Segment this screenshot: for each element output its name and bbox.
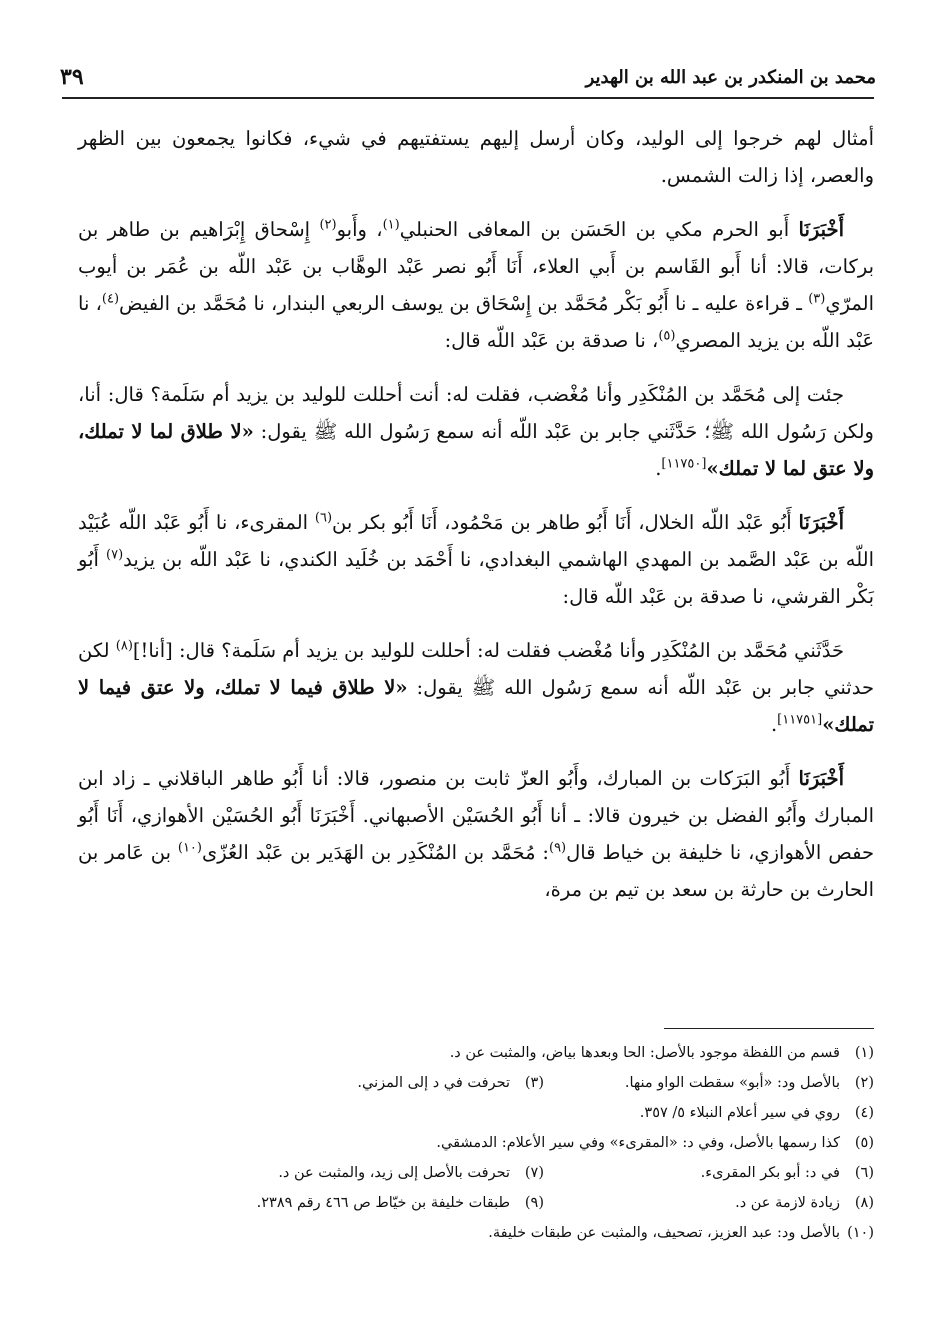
footnote-row xyxy=(78,1038,874,1068)
paragraph-4 xyxy=(78,504,874,615)
footnote-text: زيادة لازمة عن د. xyxy=(735,1195,840,1211)
footnote-row xyxy=(78,1098,874,1128)
footnote-text: تحرفت في د إلى المزني. xyxy=(357,1075,510,1091)
footnote-row xyxy=(78,1188,874,1218)
matn-text: جئت إلى مُحَمَّد بن المُنْكَدِر وأنا مُغْضب، فقلت له: أنت أحللت للوليد بن يزيد أم سَلَمة؟ قال: أنا، ولكن رَسُول الله ﷺ؛ حَدَّثَني جابر بن عَبْد اللّه أنه سمع رَسُول الله ﷺ يقول: xyxy=(78,383,874,443)
footnote-ref: (٣) xyxy=(808,291,826,307)
hadith-number: [١١٧٥٠] xyxy=(661,456,707,472)
footnote-3 xyxy=(357,1068,544,1098)
akhbarana-keyword: أَخْبَرَنَا xyxy=(798,218,845,241)
footnote-row xyxy=(78,1128,874,1158)
footnote-ref: (١) xyxy=(382,217,400,233)
footnote-number: (٢) xyxy=(854,1075,874,1091)
isnad-text: ، وأَبو xyxy=(336,218,383,241)
isnad-text: إِسْحاق إِبْرَاهيم بن طاهر بن بركات، قالا: أنا أَبو القَاسم بن أَبي العلاء، أَنَا أَبُو نصر عَبْد الوهَّاب بن عَبْد اللّه بن عُمَر بن أيوب المرّي xyxy=(78,218,874,315)
footnote-number: (٥) xyxy=(854,1135,874,1151)
paragraph-3 xyxy=(78,376,874,487)
footnote-ref: (٧) xyxy=(106,547,124,563)
footnote-text: بالأصل ود: عبد العزيز، تصحيف، والمثبت عن طبقات خليفة. xyxy=(488,1225,840,1241)
footnote-text: تحرفت بالأصل إلى زيد، والمثبت عن د. xyxy=(278,1165,510,1181)
footnote-1 xyxy=(450,1038,874,1068)
footnote-ref: (٤) xyxy=(101,291,120,307)
paragraph-1-text: أمثال لهم خرجوا إلى الوليد، وكان أرسل إليهم يستفتيهم في شيء، فكانوا يجمعون بين الظهر والعصر، إذا زالت الشمس. xyxy=(78,127,874,187)
header-rule xyxy=(62,97,874,99)
footnote-2 xyxy=(544,1068,874,1098)
footnote-9 xyxy=(257,1188,544,1218)
footnote-7 xyxy=(278,1158,544,1188)
footnote-ref: (٢) xyxy=(319,217,337,233)
isnad-text: ، نا صدقة بن عَبْد اللّه قال: xyxy=(444,329,659,352)
isnad-text: المقرىء، نا أَبُو عَبْد اللّه عُبَيْد اللّه بن عَبْد الصَّمد بن المهدي الهاشمي البغدادي، نا أَحْمَد بن خُلَيد الكندي، نا عَبْد اللّه بن يزيد xyxy=(78,511,875,571)
header-title: محمد بن المنكدر بن عبد الله بن الهدير xyxy=(585,66,876,88)
footnote-ref: (١٠) xyxy=(177,840,202,856)
period: . xyxy=(655,457,662,480)
paragraph-5 xyxy=(78,632,874,743)
isnad-text: أَبُو بَكْر القرشي، نا صدقة بن عَبْد اللّه قال: xyxy=(78,548,874,608)
akhbarana-keyword: أَخْبَرَنَا xyxy=(798,767,844,790)
paragraph-6 xyxy=(78,760,874,908)
matn-text: لكن حدثني جابر بن عَبْد اللّه أنه سمع رَسُول الله ﷺ يقول: xyxy=(78,639,874,699)
footnote-text: كذا رسمها بالأصل، وفي د: «المقرىء» وفي سير الأعلام: الدمشقي. xyxy=(436,1135,840,1151)
isnad-text: أَبو الحرم مكي بن الحَسَن بن المعافى الحنبلي xyxy=(399,218,799,241)
footnote-5 xyxy=(436,1128,874,1158)
footnote-number: (٧) xyxy=(524,1165,544,1181)
footnote-number: (٩) xyxy=(524,1195,544,1211)
footnote-text: روي في سير أعلام النبلاء ٥/ ٣٥٧. xyxy=(639,1105,840,1121)
footnote-number: (٣) xyxy=(524,1075,544,1091)
footnotes xyxy=(78,1038,874,1248)
footnote-ref: (٩) xyxy=(548,840,567,856)
footnote-row xyxy=(78,1218,874,1248)
running-header xyxy=(60,60,876,94)
footnote-number: (٦) xyxy=(854,1165,874,1181)
isnad-text: ـ قراءة عليه ـ نا أَبُو بَكْر مُحَمَّد بن إِسْحَاق بن يوسف الربعي البندار، نا مُحَمَّد بن الفيض xyxy=(119,292,809,315)
isnad-text: أَبُو عَبْد اللّه الخلال، أَنَا أَبُو طاهر بن مَحْمُود، أَنَا أَبُو بكر بن xyxy=(332,511,799,534)
page-number: ٣٩ xyxy=(60,64,84,90)
footnote-number: (٤) xyxy=(854,1105,874,1121)
footnote-row xyxy=(78,1158,874,1188)
footnote-text: بالأصل ود: «أبو» سقطت الواو منها. xyxy=(624,1075,840,1091)
isnad-text: : مُحَمَّد بن المُنْكَدِر بن الهَدَير بن عَبْد العُزّى xyxy=(202,841,549,864)
footnote-text: في د: أبو بكر المقرىء. xyxy=(700,1165,840,1181)
footnote-number: (١) xyxy=(854,1045,874,1061)
isnad-text: ، نا عَبْد اللّه بن يزيد المصري xyxy=(78,292,874,352)
hadith-text: «لا طلاق فيما لا تملك، ولا عتق فيما لا تملك» xyxy=(78,676,874,736)
footnote-ref: (٨) xyxy=(115,638,133,654)
footnote-6 xyxy=(544,1158,874,1188)
main-text xyxy=(78,120,874,925)
paragraph-1 xyxy=(78,120,874,194)
matn-text: حَدَّثَني مُحَمَّد بن المُنْكَدِر وأنا مُغْضب فقلت له: أحللت للوليد بن يزيد أم سَلَمة؟ قال: [أنا!] xyxy=(132,639,844,662)
footnote-text: طبقات خليفة بن خيّاط ص ٤٦٦ رقم ٢٣٨٩. xyxy=(256,1195,510,1211)
footnote-ref: (٦) xyxy=(314,510,333,526)
footnote-10 xyxy=(488,1218,874,1248)
footnote-rule xyxy=(664,1028,874,1029)
footnote-number: (١٠) xyxy=(847,1225,874,1241)
isnad-text: أَبُو البَرَكات بن المبارك، وأَبُو العزّ ثابت بن منصور، قالا: أنا أَبُو طاهر الباقلاني ـ زاد ابن المبارك وأَبُو الفضل بن خيرون قالا: ـ أنا أَبُو الحُسَيْن الأصبهاني. أَخْبَرَنَا أَبُو الحُسَيْن الأهوازي، أَنَا أَبُو حفص الأهوازي، نا خليفة بن خياط قال xyxy=(78,767,875,864)
footnote-8 xyxy=(544,1188,874,1218)
footnote-number: (٨) xyxy=(854,1195,874,1211)
footnote-text: قسم من اللفظة موجود بالأصل: الحا وبعدها بياض، والمثبت عن د. xyxy=(449,1045,840,1061)
period: . xyxy=(770,713,778,736)
isnad-text: بن عَامر بن الحارث بن حارثة بن سعد بن تيم بن مرة، xyxy=(78,841,874,901)
footnote-4 xyxy=(640,1098,874,1128)
hadith-text: «لا طلاق لما لا تملك، ولا عتق لما لا تملك» xyxy=(78,420,874,480)
hadith-number: [١١٧٥١] xyxy=(777,712,823,728)
footnote-row xyxy=(78,1068,874,1098)
akhbarana-keyword: أَخْبَرَنَا xyxy=(798,511,844,534)
paragraph-2 xyxy=(78,211,874,359)
footnote-ref: (٥) xyxy=(658,328,676,344)
